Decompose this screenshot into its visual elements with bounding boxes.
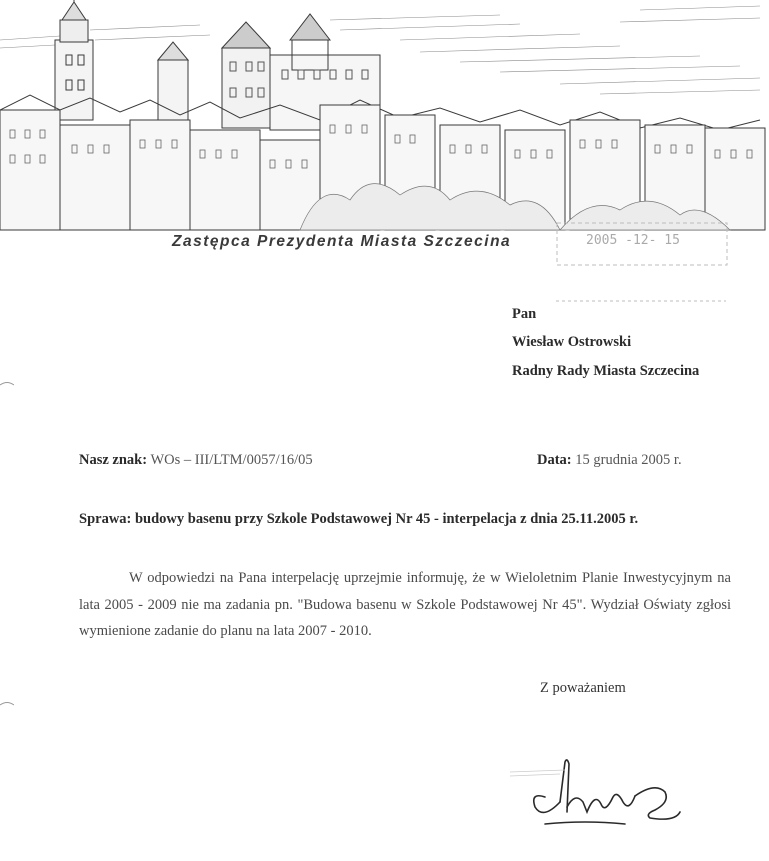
stamp-date: 2005 -12- 15 <box>586 233 680 248</box>
subject-line: Sprawa: budowy basenu przy Szkole Podstawowej Nr 45 - interpelacja z dnia 25.11.2005 r. <box>79 511 639 527</box>
reference-line <box>79 452 313 469</box>
margin-mark <box>0 700 14 706</box>
date-line <box>537 452 682 469</box>
handwritten-signature <box>505 752 705 832</box>
recipient-name: Wiesław Ostrowski <box>512 334 632 350</box>
date-value: 15 grudnia 2005 r. <box>575 452 682 468</box>
reference-value: WOs – III/LTM/0057/16/05 <box>150 452 313 468</box>
margin-mark <box>0 380 14 386</box>
body-paragraph: W odpowiedzi na Pana interpelację uprzejmie informuję, że w Wieloletnim Planie Inwestycyjnym na lata 2005 - 2009 nie ma zadania pn. "Budowa basenu w Szkole Podstawowej Nr 45". Wydział Oświaty zgłosi wymienione zadanie do planu na lata 2007 - 2010. <box>79 570 731 639</box>
received-stamp <box>556 222 728 266</box>
recipient-role: Radny Rady Miasta Szczecina <box>512 363 700 379</box>
date-label: Data: <box>537 452 572 468</box>
stamp-underline <box>556 298 726 304</box>
letter-body <box>79 565 731 645</box>
szczecin-skyline-drawing <box>0 0 769 232</box>
recipient-salutation: Pan <box>512 306 537 322</box>
reference-label: Nasz znak: <box>79 452 148 468</box>
letterhead-title: Zastępca Prezydenta Miasta Szczecina <box>172 233 512 250</box>
closing-phrase: Z poważaniem <box>540 680 626 696</box>
